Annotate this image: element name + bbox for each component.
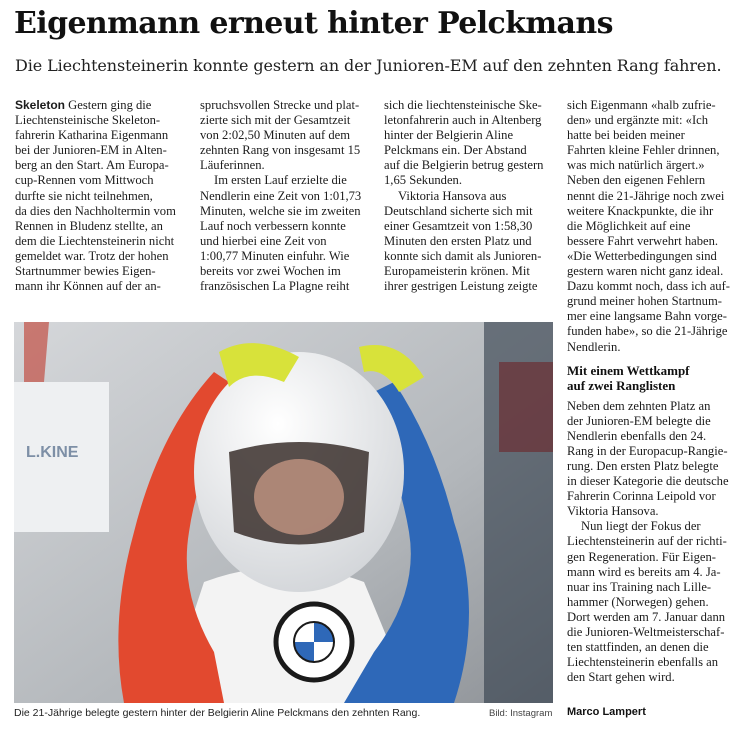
headline: Eigenmann erneut hinter Pelckmans [14, 6, 613, 41]
face [254, 459, 344, 535]
article-photo [14, 322, 553, 703]
banner-text: L.KINE [26, 444, 79, 461]
subheadline: Die Liechtensteinerin konnte gestern an der Junioren-EM auf den zehnten Rang fahren. [15, 56, 722, 75]
crosshead: Mit einem Wettkampf auf zwei Ranglisten [567, 362, 690, 393]
paragraph [15, 98, 186, 294]
paragraph: spruchsvollen Strecke und plat- zierte sich mit der Gesamtzeit von 2:02,50 Minuten auf dem zehnten Rang von insgesamt 15 Läuferinnen. [200, 98, 361, 173]
column-3 [384, 98, 554, 294]
paragraph: sich Eigenmann «halb zufrie- den» und ergänzte mit: «Ich hatte bei beiden meiner Fahrten kleine Fehler drinnen, was mich natürlich ärgert.» Neben den eigenen Fehlern nennt die 21-Jährige noch zwei weitere Knackpunkte, die ihr die Möglichkeit auf eine bessere Fahrt verwehrt haben. «Die Wetterbedingungen sind gestern waren nicht ganz ideal. Dazu kommt noch, dass ich auf- grund meiner hohen Startnum- mer eine langsame Bahn vorge- funden habe», so die 21-Jährige Nendlerin. [567, 98, 730, 354]
kicker: Skeleton [15, 98, 66, 112]
paragraph: Im ersten Lauf erzielte die Nendlerin eine Zeit von 1:01,73 Minuten, welche sie im zweiten Lauf noch verbessern konnte und hierbei eine Zeit von 1:00,77 Minuten einfuhr. Wie bereits vor zwei Wochen im französischen La Plagne reiht [200, 173, 362, 294]
paragraph: Nun liegt der Fokus der Liechtensteinerin auf der richti- gen Regeneration. Für Eigen- mann wird es bereits am 4. Ja- nuar ins Training nach Lille- hammer (Norwegen) gehen. Dort werden am 7. Januar dann die Junioren-Weltmeisterschaf- ten stattfinden, an denen die Liechtensteinerin ebenfalls an den Start gehen wird. [567, 519, 727, 685]
paragraph: Viktoria Hansova aus Deutschland sicherte sich mit einer Gesamtzeit von 1:58,30 Minuten den ersten Platz und konnte sich damit als Junioren- Europameisterin krönen. Mit ihrer gestrigen Leistung zeigte [384, 188, 542, 294]
photo-caption: Die 21-Jährige belegte gestern hinter der Belgierin Aline Pelckmans den zehnten Rang. [14, 707, 421, 719]
column-2 [200, 98, 370, 294]
photo-credit: Bild: Instagram [489, 708, 553, 719]
paragraph: Neben dem zehnten Platz an der Junioren-EM belegte die Nendlerin ebenfalls den 24. Rang in der Europacup-Rangie- rung. Den ersten Platz belegte in dieser Kategorie die deutsche Fahrerin Corinna Leipold vor Viktoria Hansova. [567, 398, 729, 519]
column-4 [567, 98, 737, 685]
paragraph-text: Gestern ging die Liechtensteinische Skeleton- fahrerin Katharina Eigenmann bei der Junioren-EM in Alten- berg an den Start. Am Europa- cup-Rennen vom Mittwoch durfte sie nicht teilnehmen, da dies den Nachholtermin vom Rennen in Bludenz stellte, an dem die Liechtensteinerin nicht gemeldet war. Trotz der hohen Startnummer bewies Eigen- mann ihr Können auf der an- [15, 98, 176, 294]
author-byline: Marco Lampert [567, 706, 646, 718]
paragraph: sich die liechtensteinische Ske- letonfahrerin auch in Altenberg hinter der Belgierin Aline Pelckmans ein. Der Abstand auf die Belgierin betrug gestern 1,65 Sekunden. [384, 98, 544, 188]
red-panel [499, 362, 553, 452]
athlete-photo-illustration [14, 322, 553, 703]
column-1 [15, 98, 186, 294]
bmw-text: BMW [301, 610, 324, 620]
